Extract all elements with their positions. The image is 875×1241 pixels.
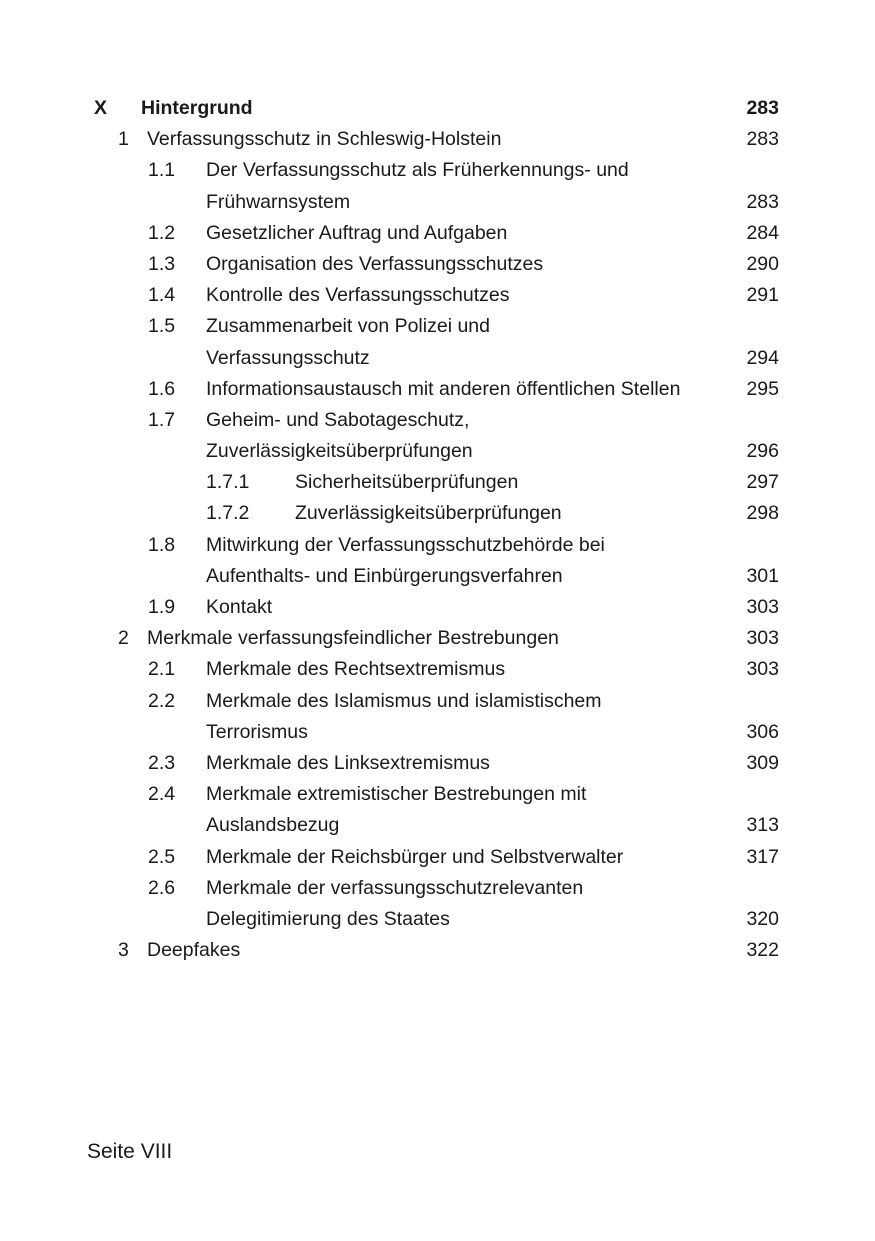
toc-entry-page: 295 — [746, 377, 779, 400]
toc-entry-page: 303 — [746, 596, 779, 618]
toc-entry[interactable] — [0, 436, 875, 467]
toc-entry-number: 1.8 — [148, 533, 176, 556]
toc-entry[interactable] — [0, 280, 875, 311]
toc-entry[interactable] — [0, 374, 875, 405]
page-number-footer: Seite VIII — [87, 1140, 173, 1163]
toc-entry[interactable] — [0, 686, 875, 717]
toc-entry-page: 301 — [746, 564, 779, 587]
table-of-contents — [0, 93, 875, 966]
toc-entry-title: Sicherheitsüberprüfungen — [295, 471, 519, 494]
toc-entry-title: Zusammenarbeit von Polizei und — [206, 315, 490, 338]
toc-entry[interactable] — [0, 187, 875, 218]
toc-entry-page: 283 — [746, 190, 779, 213]
toc-entry-page: 283 — [746, 97, 779, 119]
toc-entry[interactable] — [0, 530, 875, 561]
toc-entry[interactable] — [0, 592, 875, 623]
toc-entry-number: 1 — [118, 128, 129, 151]
toc-entry-title: Merkmale verfassungsfeindlicher Bestrebungen — [147, 627, 559, 650]
toc-entry-page: 283 — [746, 128, 779, 151]
toc-entry-title: Verfassungsschutz in Schleswig-Holstein — [147, 128, 502, 151]
toc-entry-title: Informationsaustausch mit anderen öffentlichen Stellen — [206, 377, 681, 400]
toc-entry-title: Hintergrund — [141, 97, 253, 119]
toc-entry[interactable] — [0, 405, 875, 436]
toc-entry-title: Auslandsbezug — [206, 814, 340, 837]
toc-entry[interactable] — [0, 935, 875, 966]
toc-entry-page: 303 — [746, 658, 779, 681]
toc-entry-title: Merkmale des Linksextremismus — [206, 751, 490, 774]
toc-entry-number: 2.6 — [148, 876, 176, 899]
toc-entry[interactable] — [0, 873, 875, 904]
toc-entry[interactable] — [0, 124, 875, 155]
toc-entry-number: 2.5 — [148, 845, 176, 868]
toc-entry-page: 291 — [746, 284, 779, 307]
toc-entry[interactable] — [0, 779, 875, 810]
toc-entry-number: 1.3 — [148, 252, 176, 275]
toc-entry-page: 294 — [746, 346, 779, 369]
toc-entry-title: Merkmale des Islamismus und islamistischem — [206, 689, 602, 712]
toc-entry-title: Kontrolle des Verfassungsschutzes — [206, 284, 510, 307]
toc-entry-title: Organisation des Verfassungsschutzes — [206, 252, 544, 275]
toc-entry-page: 322 — [746, 939, 779, 962]
toc-entry-title: Verfassungsschutz — [206, 346, 370, 369]
toc-entry-number: 1.7.1 — [206, 471, 250, 494]
toc-entry-page: 306 — [746, 720, 779, 743]
toc-entry-page: 303 — [746, 627, 779, 650]
toc-entry[interactable] — [0, 717, 875, 748]
toc-entry-title: Zuverlässigkeitsüberprüfungen — [206, 440, 473, 463]
toc-entry-title: Merkmale extremistischer Bestrebungen mit — [206, 783, 587, 806]
toc-entry-title: Gesetzlicher Auftrag und Aufgaben — [206, 221, 508, 244]
toc-entry-number: 1.7 — [148, 408, 176, 431]
toc-entry-page: 313 — [746, 814, 779, 837]
toc-entry-page: 297 — [746, 471, 779, 494]
toc-entry-page: 298 — [746, 502, 779, 525]
toc-entry-number: X — [94, 97, 108, 119]
toc-entry-title: Delegitimierung des Staates — [206, 907, 450, 930]
toc-entry-title: Frühwarnsystem — [206, 190, 351, 213]
toc-entry[interactable] — [0, 498, 875, 529]
toc-entry-number: 1.4 — [148, 284, 176, 307]
toc-entry-page: 309 — [746, 751, 779, 774]
toc-entry-title: Merkmale der Reichsbürger und Selbstverwalter — [206, 845, 624, 868]
toc-entry-number: 1.7.2 — [206, 502, 250, 525]
toc-entry-title: Kontakt — [206, 596, 273, 618]
toc-entry-number: 3 — [118, 939, 129, 962]
toc-entry-title: Mitwirkung der Verfassungsschutzbehörde bei — [206, 533, 605, 556]
toc-entry[interactable] — [0, 748, 875, 779]
toc-entry-title: Zuverlässigkeitsüberprüfungen — [295, 502, 562, 525]
toc-entry[interactable] — [0, 249, 875, 280]
toc-entry-title: Geheim- und Sabotageschutz, — [206, 408, 470, 431]
toc-entry-number: 1.5 — [148, 315, 176, 338]
toc-entry[interactable] — [0, 218, 875, 249]
toc-entry-number: 2 — [118, 627, 129, 650]
toc-entry-number: 1.1 — [148, 159, 176, 182]
toc-entry[interactable] — [0, 842, 875, 873]
toc-entry-number: 2.3 — [148, 751, 176, 774]
toc-entry-title: Merkmale des Rechtsextremismus — [206, 658, 506, 681]
toc-entry[interactable] — [0, 810, 875, 841]
toc-entry-number: 2.2 — [148, 689, 176, 712]
toc-entry[interactable] — [0, 654, 875, 685]
toc-entry-number: 1.9 — [148, 596, 176, 618]
toc-entry[interactable] — [0, 623, 875, 654]
toc-entry-page: 284 — [746, 221, 779, 244]
toc-entry[interactable] — [0, 467, 875, 498]
toc-entry[interactable] — [0, 155, 875, 186]
toc-entry[interactable] — [0, 904, 875, 935]
toc-entry-title: Der Verfassungsschutz als Früherkennungs- und — [206, 159, 629, 182]
toc-entry-number: 1.2 — [148, 221, 176, 244]
toc-entry[interactable] — [0, 311, 875, 342]
toc-entry-number: 1.6 — [148, 377, 176, 400]
toc-entry[interactable] — [0, 93, 875, 124]
toc-entry-title: Terrorismus — [206, 720, 308, 743]
toc-entry-number: 2.4 — [148, 783, 176, 806]
toc-entry-page: 290 — [746, 252, 779, 275]
toc-entry-page: 296 — [746, 440, 779, 463]
toc-entry[interactable] — [0, 561, 875, 592]
toc-entry-title: Aufenthalts- und Einbürgerungsverfahren — [206, 564, 563, 587]
toc-entry[interactable] — [0, 343, 875, 374]
toc-entry-title: Merkmale der verfassungsschutzrelevanten — [206, 876, 584, 899]
toc-entry-title: Deepfakes — [147, 939, 241, 962]
toc-entry-number: 2.1 — [148, 658, 176, 681]
toc-entry-page: 320 — [746, 907, 779, 930]
toc-entry-page: 317 — [746, 845, 779, 868]
